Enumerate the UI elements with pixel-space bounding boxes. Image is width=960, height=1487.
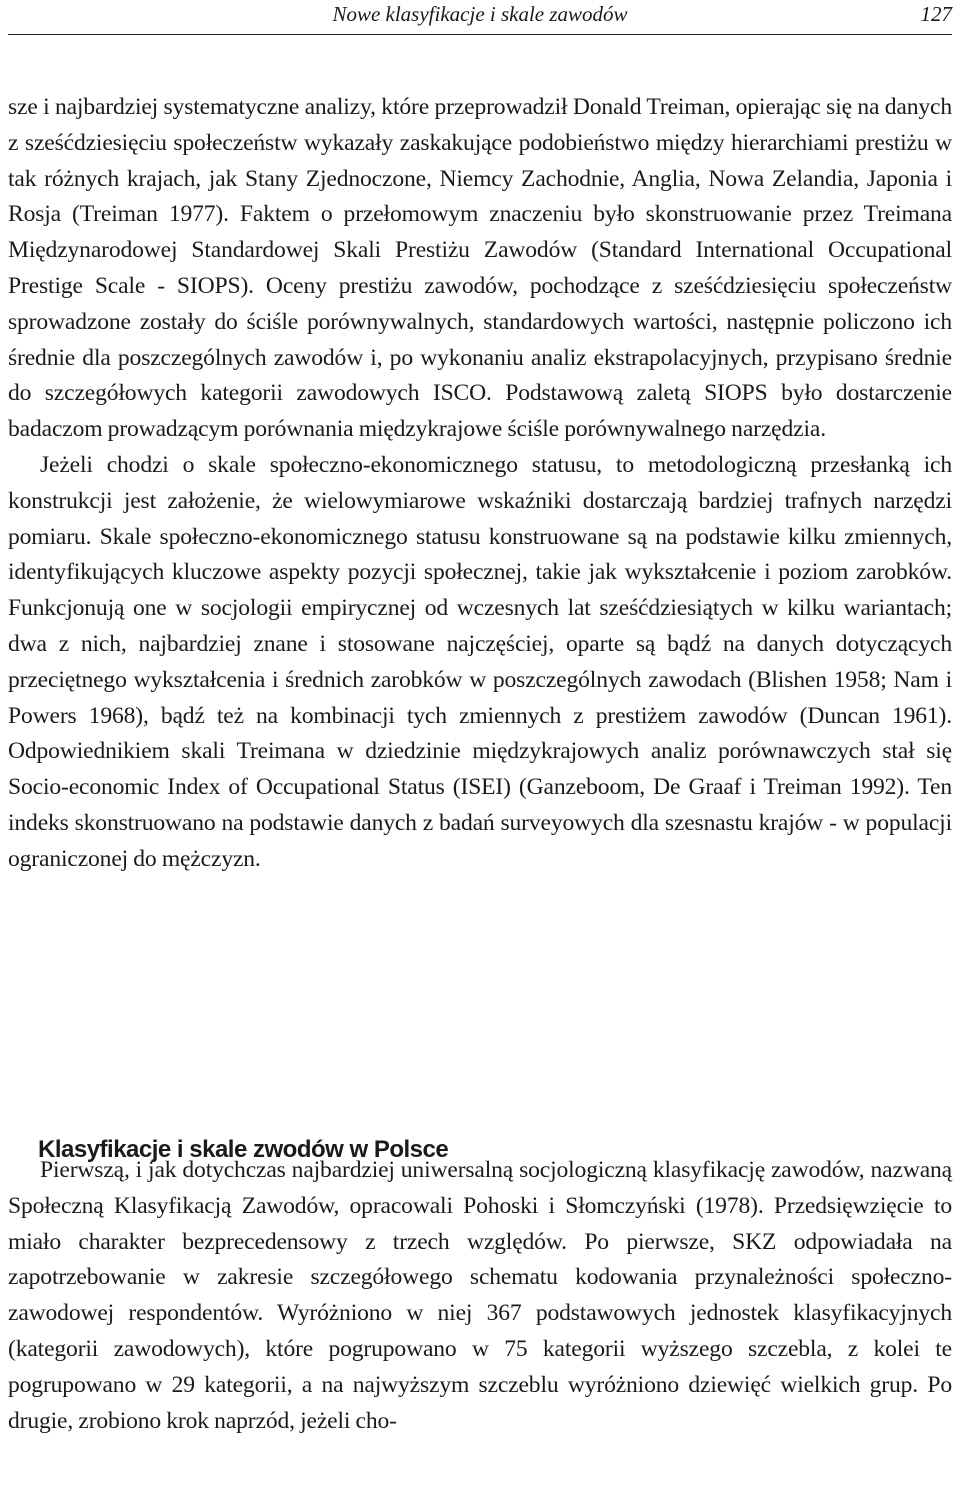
section-body bbox=[8, 1153, 952, 1439]
section-paragraph-1: Pierwszą, i jak dotychczas najbardziej uniwersalną socjologiczną klasyfikację zawodów, nazwaną Społeczną Klasyfikacją Zawodów, opracowali Pohoski i Słomczyński (1978). Przedsięwzięcie to miało charakter bezprecedensowy z trzech względów. Po pierwsze, SKZ odpowiadała na zapotrzebowanie w zakresie szczegółowego schematu kodowania przynależności społeczno-zawodowej respondentów. Wyróżniono w niej 367 podstawowych jednostek klasyfikacyjnych (kategorii zawodowych), które pogrupowano w 75 kategorii wyższego szczebla, z kolei te pogrupowano w 29 kategorii, a na najwyższym szczeblu wyróżniono dziewięć wielkich grup. Po drugie, zrobiono krok naprzód, jeżeli cho- bbox=[8, 1157, 952, 1434]
paragraph-1: sze i najbardziej systematyczne analizy, które przeprowadził Donald Treiman, opierając się na danych z sześćdziesięciu społeczeństw wykazały zaskakujące podobieństwo między hierarchiami prestiżu w tak różnych krajach, jak Stany Zjednoczone, Niemcy Zachodnie, Anglia, Nowa Zelandia, Japonia i Rosja (Treiman 1977). Faktem o przełomowym znaczeniu było skonstruowanie przez Treimana Międzynarodowej Standardowej Skali Prestiżu Zawodów (Standard International Occupational Prestige Scale - SIOPS). Oceny prestiżu zawodów, pochodzące z sześćdziesięciu społeczeństw sprowadzone zostały do ściśle porównywalnych, standardowych wartości, następnie policzono ich średnie dla poszczególnych zawodów i, po wykonaniu analiz ekstrapolacyjnych, przypisano średnie do szczegółowych kategorii zawodowych ISCO. Podstawową zaletą SIOPS było dostarczenie badaczom prowadzącym porównania międzykrajowe ściśle porównywalnego narzędzia. bbox=[8, 94, 952, 443]
main-text bbox=[8, 90, 952, 878]
header-rule bbox=[8, 34, 952, 35]
paragraph-2: Jeżeli chodzi o skale społeczno-ekonomicznego statusu, to metodologiczną przesłanką ich konstrukcji jest założenie, że wielowymiarowe wskaźniki dostarczają bardziej trafnych narzędzi pomiaru. Skale społeczno-ekonomicznego statusu konstruowane są na podstawie kilku zmiennych, identyfikujących kluczowe aspekty pozycji społecznej, takie jak wykształcenie i poziom zarobków. Funkcjonują one w socjologii empirycznej od wczesnych lat sześćdziesiątych w kilku wariantach; dwa z nich, najbardziej znane i stosowane najczęściej, oparte są bądź na danych dotyczących przeciętnego wykształcenia i średnich zarobków w poszczególnych zawodach (Blishen 1958; Nam i Powers 1968), bądź też na kombinacji tych zmiennych z prestiżem zawodów (Duncan 1961). Odpowiednikiem skali Treimana w dziedzinie międzykrajowych analiz porównawczych stał się Socio-economic Index of Occupational Status (ISEI) (Ganzeboom, De Graaf i Treiman 1992). Ten indeks skonstruowano na podstawie danych z badań surveyowych dla szesnastu krajów - w populacji ograniczonej do mężczyzn. bbox=[8, 451, 952, 872]
running-head bbox=[8, 2, 952, 32]
section-heading: Klasyfikacje i skale zwodów w Polsce bbox=[38, 1135, 449, 1163]
page-number: 127 bbox=[920, 2, 952, 26]
running-head-title: Nowe klasyfikacje i skale zawodów bbox=[332, 2, 628, 26]
